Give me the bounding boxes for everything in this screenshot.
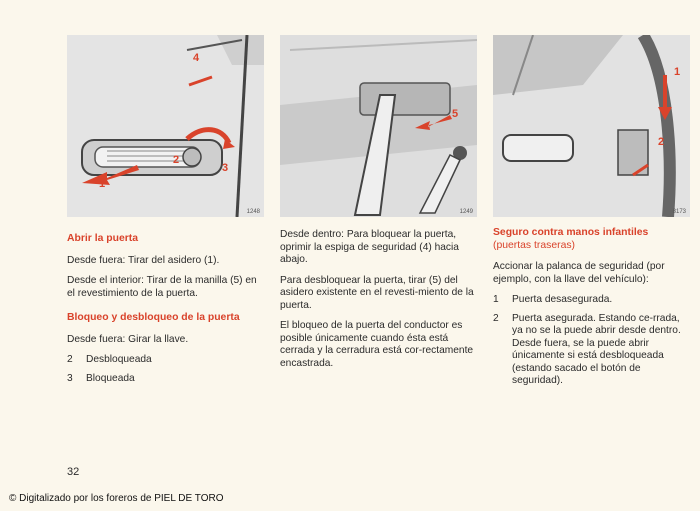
- list-item: [67, 373, 267, 386]
- footer-credit: © Digitalizado por los foreros de PIEL DE TORO: [9, 493, 224, 504]
- paragraph: Para desbloquear la puerta, tirar (5) del asidero existente en el revesti-miento de la puerta.: [280, 274, 474, 311]
- section-child-lock: [493, 227, 693, 394]
- item-text: Puerta asegurada. Estando ce-rrada, ya no se la puede abrir desde dentro. Desde fuera, se la puede abrir únicamente si está desbloqueada (estando sacado el botón de seguridad).: [512, 312, 681, 386]
- callout-label: 2: [173, 154, 180, 166]
- paragraph: El bloqueo de la puerta del conductor es posible únicamente cuando ésta está cerrada y la cerradura está cor-rectamente encastrada.: [280, 320, 474, 369]
- callout-label: 4: [193, 52, 200, 64]
- item-text: Puerta desasegurada.: [512, 294, 613, 305]
- heading-lock-unlock: Bloqueo y desbloqueo de la puerta: [67, 312, 240, 323]
- section-open-door: [67, 233, 267, 391]
- paragraph: Desde fuera: Girar la llave.: [67, 333, 189, 345]
- item-number: 3: [67, 372, 73, 384]
- heading-open-door: Abrir la puerta: [67, 233, 139, 244]
- paragraph: Accionar la palanca de seguridad (por ejemplo, con la llave del vehículo):: [493, 261, 665, 285]
- figure-code: 1248: [246, 209, 260, 215]
- list-item: [493, 313, 693, 388]
- figure-child-lock: [493, 35, 690, 217]
- callout-label: 5: [452, 108, 459, 120]
- list-item: [67, 354, 267, 367]
- section-inside-lock: [280, 229, 480, 378]
- figure-outside-handle: [67, 35, 264, 217]
- item-number: 2: [493, 312, 499, 324]
- figure-code: 1249: [459, 209, 473, 215]
- heading-child-lock: [493, 227, 693, 252]
- paragraph: Desde fuera: Tirar del asidero (1).: [67, 254, 220, 266]
- item-number: 2: [67, 354, 73, 365]
- child-lock-illustration: [493, 35, 690, 217]
- item-text: Desbloqueada: [86, 354, 152, 365]
- callout-label: 1: [674, 66, 681, 78]
- subheading-text: (puertas traseras): [493, 239, 575, 251]
- page-number: 32: [67, 466, 80, 478]
- figure-inside-handle: [280, 35, 477, 217]
- paragraph: Desde el interior: Tirar de la manilla (5) en el revestimiento de la puerta.: [67, 275, 257, 299]
- callout-label: 2: [658, 136, 665, 148]
- list-item: [493, 294, 693, 307]
- figure-code: 8173: [672, 209, 686, 215]
- paragraph: Desde dentro: Para bloquear la puerta, oprimir la espiga de seguridad (4) hacia abajo.: [280, 229, 459, 265]
- item-text: Bloqueada: [86, 372, 135, 384]
- door-handle-illustration: [67, 35, 264, 217]
- heading-text: Seguro contra manos infantiles: [493, 227, 649, 238]
- callout-label: 3: [222, 162, 229, 174]
- interior-handle-illustration: [280, 35, 477, 217]
- item-number: 1: [493, 294, 499, 305]
- callout-label: 1: [99, 178, 106, 190]
